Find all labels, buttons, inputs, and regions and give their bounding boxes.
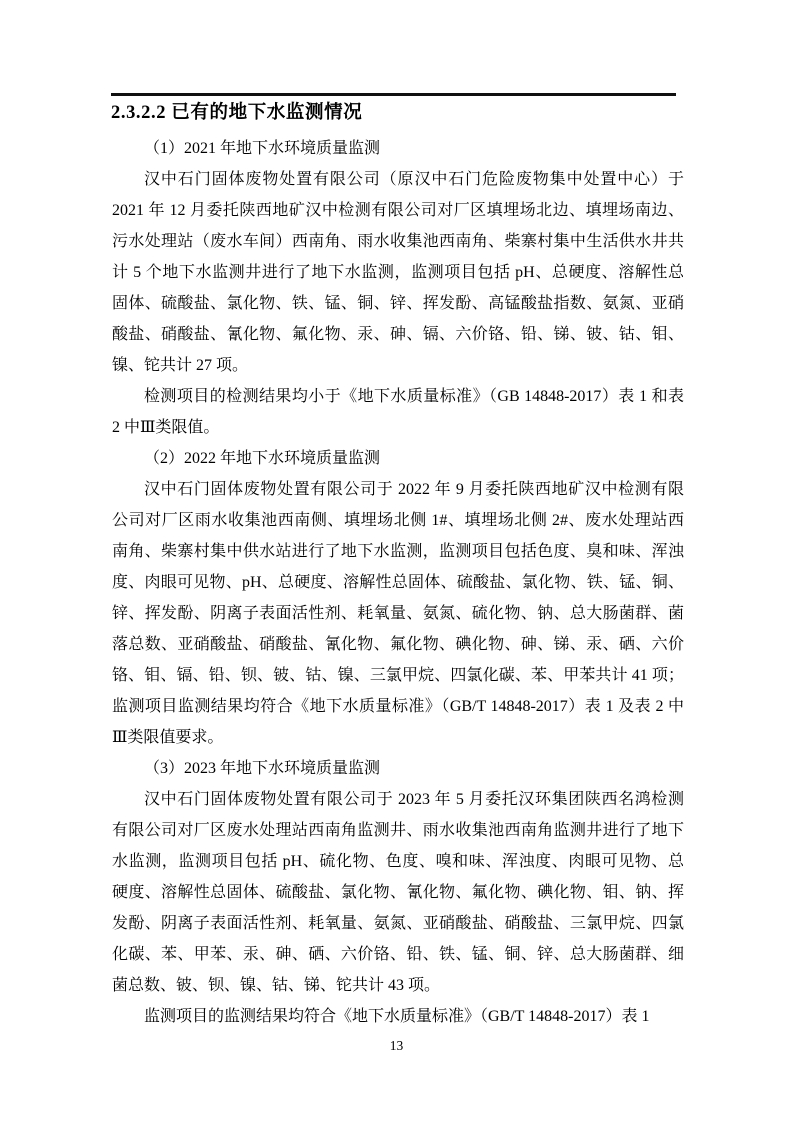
paragraph-line: 汉中石门固体废物处置有限公司于 2023 年 5 月委托汉环集团陕西名鸿检测 [144,791,684,808]
paragraph-line: 汉中石门固体废物处置有限公司于 2022 年 9 月委托陕西地矿汉中检测有限 [144,481,684,498]
paragraph-line: 污水处理站（废水车间）西南角、雨水收集池西南角、柴寨村集中生活供水井共 [112,233,684,250]
paragraph-line: 落总数、亚硝酸盐、硝酸盐、氰化物、氟化物、碘化物、砷、锑、汞、硒、六价 [112,636,684,653]
paragraph-line: 2 中Ⅲ类限值。 [112,419,220,436]
paragraph-line: 计 5 个地下水监测井进行了地下水监测，监测项目包括 pH、总硬度、溶解性总 [112,264,684,281]
paragraph-line: 南角、柴寨村集中供水站进行了地下水监测，监测项目包括色度、臭和味、浑浊 [112,543,684,560]
subsection-heading: （2）2022 年地下水环境质量监测 [144,450,381,467]
paragraph-line: 2021 年 12 月委托陕西地矿汉中检测有限公司对厂区填埋场北边、填埋场南边、 [112,202,684,219]
paragraph-line: 有限公司对厂区废水处理站西南角监测井、雨水收集池西南角监测井进行了地下 [112,822,684,839]
paragraph-line: 铬、钼、镉、铅、钡、铍、钴、镍、三氯甲烷、四氯化碳、苯、甲苯共计 41 项； [112,667,684,684]
paragraph-line: Ⅲ类限值要求。 [112,729,224,746]
paragraph-line: 汉中石门固体废物处置有限公司（原汉中石门危险废物集中处置中心）于 [144,171,684,188]
paragraph-line: 水监测，监测项目包括 pH、硫化物、色度、嗅和味、浑浊度、肉眼可见物、总 [112,853,684,870]
paragraph-line: 发酚、阴离子表面活性剂、耗氧量、氨氮、亚硝酸盐、硝酸盐、三氯甲烷、四氯 [112,915,684,932]
document-body [112,133,684,1032]
subsection-heading: （1）2021 年地下水环境质量监测 [144,140,381,157]
subsection-heading: （3）2023 年地下水环境质量监测 [144,760,381,777]
paragraph-line: 硬度、溶解性总固体、硫酸盐、氯化物、氰化物、氟化物、碘化物、钼、钠、挥 [112,884,684,901]
paragraph-line: 固体、硫酸盐、氯化物、铁、锰、铜、锌、挥发酚、高锰酸盐指数、氨氮、亚硝 [112,295,684,312]
section-heading: 2.3.2.2 已有的地下水监测情况 [111,103,363,123]
paragraph-line: 监测项目监测结果均符合《地下水质量标准》（GB/T 14848-2017）表 1 及表 2 中 [112,698,684,715]
paragraph-line: 化碳、苯、甲苯、汞、砷、硒、六价铬、铅、铁、锰、铜、锌、总大肠菌群、细 [112,946,684,963]
paragraph-line: 锌、挥发酚、阴离子表面活性剂、耗氧量、氨氮、硫化物、钠、总大肠菌群、菌 [112,605,684,622]
paragraph-line: 菌总数、铍、钡、镍、钴、锑、铊共计 43 项。 [112,977,441,994]
page-number: 13 [389,1038,404,1053]
paragraph-line: 镍、铊共计 27 项。 [112,357,249,374]
paragraph-line: 监测项目的监测结果均符合《地下水质量标准》（GB/T 14848-2017）表 1 [144,1008,650,1025]
paragraph-line: 度、肉眼可见物、pH、总硬度、溶解性总固体、硫酸盐、氯化物、铁、锰、铜、 [112,574,684,591]
paragraph-line: 酸盐、硝酸盐、氰化物、氟化物、汞、砷、镉、六价铬、铅、锑、铍、钴、钼、 [112,326,684,343]
header-rule-divider [111,93,676,96]
paragraph-line: 检测项目的检测结果均小于《地下水质量标准》（GB 14848-2017）表 1 和表 [144,388,684,405]
paragraph-line: 公司对厂区雨水收集池西南侧、填埋场北侧 1#、填埋场北侧 2#、废水处理站西 [112,512,684,529]
